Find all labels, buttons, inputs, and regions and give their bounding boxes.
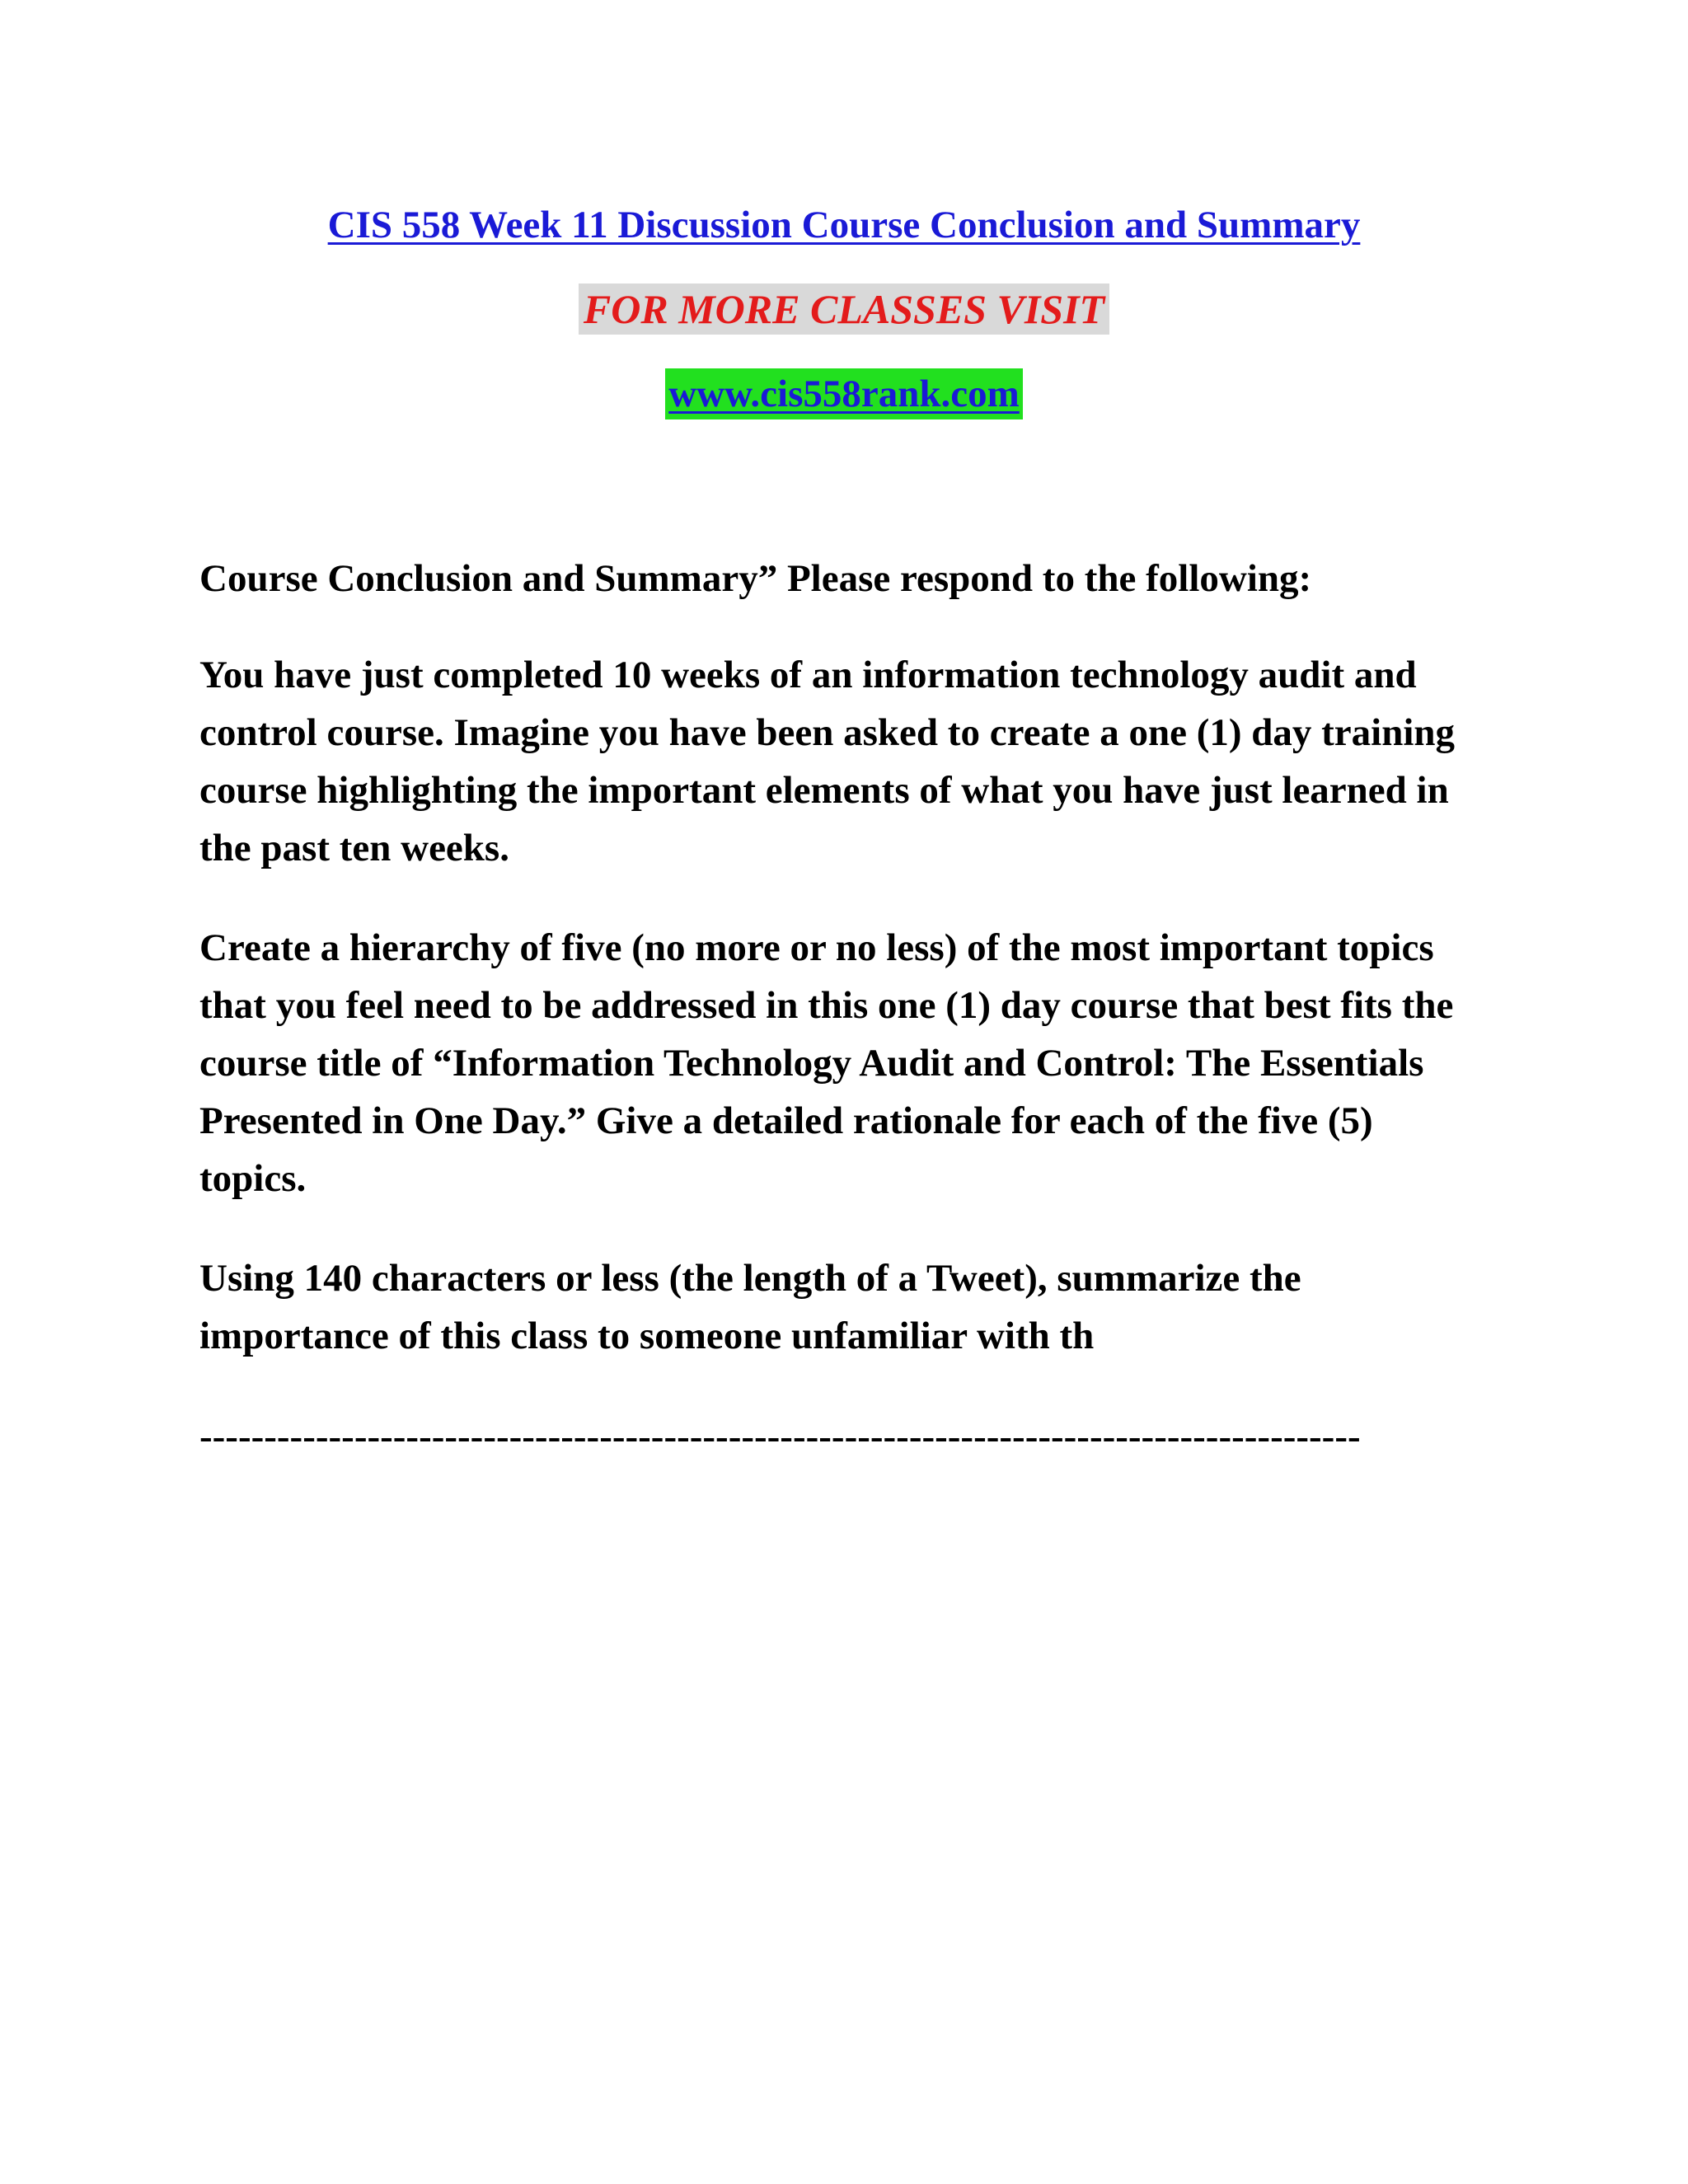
title-heading — [0, 196, 1688, 254]
paragraph-hierarchy: Create a hierarchy of five (no more or no less) of the most important topics that you feel need to be addressed in this one (1) day course that best fits the course title of “Information Technology Audit and Control: The Essentials Presented in One Day.” Give a detailed rationale for each of the five (5) topics. — [199, 926, 1454, 1200]
paragraph-intro: You have just completed 10 weeks of an information technology audit and control course. Imagine you have been asked to create a one (1) day training course highlighting the important elements of what you have just learned in the past ten weeks. — [199, 654, 1456, 869]
site-banner — [0, 368, 1688, 419]
dashed-separator: ------------------------------------------------------------------------------------------ — [199, 1415, 1361, 1458]
prompt-heading: Course Conclusion and Summary” Please respond to the following: — [199, 557, 1312, 600]
promo-text: FOR MORE CLASSES VISIT — [579, 284, 1109, 335]
site-link[interactable]: www.cis558rank.com — [665, 368, 1023, 419]
promo-banner — [0, 284, 1688, 335]
title-link[interactable]: CIS 558 Week 11 Discussion Course Conclusion and Summary — [327, 204, 1361, 246]
paragraph-tweet: Using 140 characters or less (the length of a Tweet), summarize the importance of this class to someone unfamiliar with th — [199, 1257, 1301, 1357]
